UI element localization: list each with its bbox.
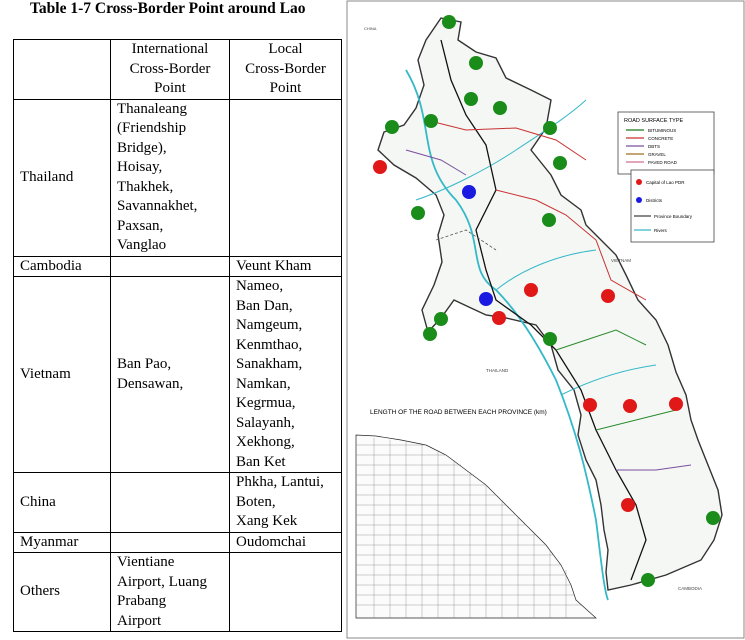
svg-text:THAILAND: THAILAND [486,368,509,373]
border-point-marker [464,92,478,106]
svg-text:DBTS: DBTS [648,144,661,149]
border-point-marker [542,213,556,227]
border-point-marker [469,56,483,70]
border-point-marker [411,206,425,220]
marker-legend [631,170,714,242]
header-local: Local Cross-Border Point [230,40,342,100]
local-point-cell [230,99,342,256]
international-point-cell [111,256,230,277]
table-title: Table 1-7 Cross-Border Point around Lao [30,0,306,17]
header-country [14,40,111,100]
border-point-marker [524,283,538,297]
border-point-marker [706,511,720,525]
international-point-cell [111,473,230,533]
table-row [14,256,342,277]
international-point-cell: Ban Pao, Densawan, [111,277,230,473]
svg-text:Rivers: Rivers [654,228,667,233]
border-point-marker [583,398,597,412]
international-point-cell: Vientiane Airport, Luang Prabang Airport [111,553,230,632]
border-point-marker [493,101,507,115]
border-point-marker [623,399,637,413]
border-point-marker [492,311,506,325]
svg-text:GRAVEL: GRAVEL [648,152,666,157]
svg-text:BITUMINOUS: BITUMINOUS [648,128,677,133]
border-point-marker [479,292,493,306]
border-point-marker [373,160,387,174]
country-cell: Vietnam [14,277,111,473]
border-point-marker [669,397,683,411]
local-point-cell [230,553,342,632]
international-point-cell [111,532,230,553]
border-point-marker [423,327,437,341]
table-row [14,553,342,632]
international-point-cell: Thanaleang (Friendship Bridge), Hoisay, Thakhek, Savannakhet, Paxsan, Vanglao [111,99,230,256]
cross-border-table [13,39,342,632]
border-point-marker [621,498,635,512]
header-international: International Cross-Border Point [111,40,230,100]
table-row [14,99,342,256]
laos-road-map [346,0,745,640]
svg-text:CONCRETE: CONCRETE [648,136,674,141]
country-cell: Thailand [14,99,111,256]
map-svg [346,0,745,640]
country-cell: China [14,473,111,533]
border-point-marker [442,15,456,29]
table-header-row [14,40,342,100]
svg-text:Capital of Lao PDR: Capital of Lao PDR [646,180,685,185]
local-point-cell: Veunt Kham [230,256,342,277]
border-point-marker [641,573,655,587]
local-point-cell: Nameo, Ban Dan, Namgeum, Kenmthao, Sanakham, Namkan, Kegrmua, Salayanh, Xekhong, Ban Ket [230,277,342,473]
border-point-marker [543,121,557,135]
local-point-cell: Oudomchai [230,532,342,553]
country-cell: Cambodia [14,256,111,277]
svg-text:PAVED ROAD: PAVED ROAD [648,160,677,165]
country-cell: Myanmar [14,532,111,553]
border-point-marker [434,312,448,326]
svg-text:Province Boundary: Province Boundary [654,214,693,219]
table-row [14,473,342,533]
svg-text:Districts: Districts [646,198,662,203]
border-point-marker [385,120,399,134]
svg-text:ROAD SURFACE TYPE: ROAD SURFACE TYPE [624,118,684,124]
border-point-marker [424,114,438,128]
border-point-marker [462,185,476,199]
border-point-marker [601,289,615,303]
svg-text:CAMBODIA: CAMBODIA [678,586,703,591]
svg-text:LENGTH OF THE ROAD BETWEEN EAC: LENGTH OF THE ROAD BETWEEN EACH PROVINCE (km) [370,409,547,416]
svg-text:CHINA: CHINA [364,26,377,31]
border-point-marker [543,332,557,346]
border-point-marker [553,156,567,170]
table-row [14,532,342,553]
svg-text:VIETNAM: VIETNAM [611,258,632,263]
table-row [14,277,342,473]
country-cell: Others [14,553,111,632]
road-surface-legend [618,112,714,174]
local-point-cell: Phkha, Lantui, Boten, Xang Kek [230,473,342,533]
